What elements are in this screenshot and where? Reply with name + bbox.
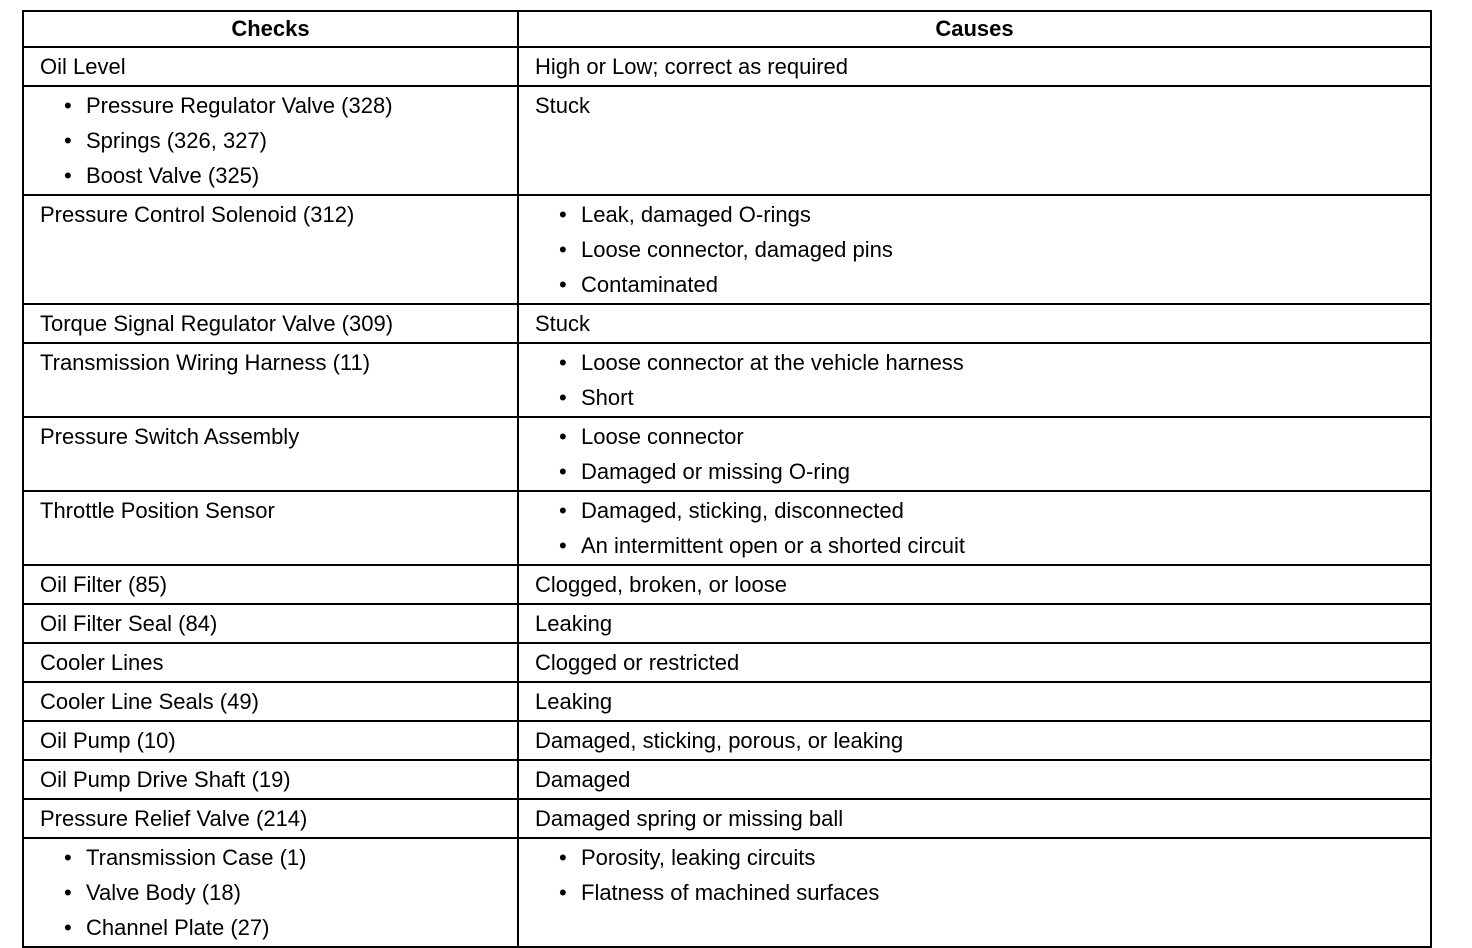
- checks-cell: Oil Pump (10): [23, 721, 518, 760]
- checks-cell: Pressure Relief Valve (214): [23, 799, 518, 838]
- table-header-row: [23, 11, 1431, 47]
- checks-cell: Oil Level: [23, 47, 518, 86]
- bullet-list: [535, 197, 1416, 302]
- causes-cell: [518, 343, 1431, 417]
- causes-cell: Damaged, sticking, porous, or leaking: [518, 721, 1431, 760]
- causes-cell: [518, 417, 1431, 491]
- bullet-item: • Valve Body (18): [64, 875, 503, 910]
- bullet-list: [40, 88, 503, 193]
- checks-cell: Oil Filter Seal (84): [23, 604, 518, 643]
- diagnosis-table: [22, 10, 1432, 948]
- bullet-item: • Springs (326, 327): [64, 123, 503, 158]
- checks-cell: Torque Signal Regulator Valve (309): [23, 304, 518, 343]
- causes-cell: Clogged, broken, or loose: [518, 565, 1431, 604]
- causes-cell: Damaged spring or missing ball: [518, 799, 1431, 838]
- checks-cell: [23, 838, 518, 947]
- bullet-item: • An intermittent open or a shorted circuit: [559, 528, 1416, 563]
- bullet-item: • Transmission Case (1): [64, 840, 503, 875]
- table-row: [23, 417, 1431, 491]
- bullet-item: • Porosity, leaking circuits: [559, 840, 1416, 875]
- causes-cell: [518, 838, 1431, 947]
- bullet-list: [535, 493, 1416, 563]
- table-row: [23, 304, 1431, 343]
- table-row: [23, 343, 1431, 417]
- bullet-item: • Damaged, sticking, disconnected: [559, 493, 1416, 528]
- bullet-list: [535, 419, 1416, 489]
- causes-cell: Clogged or restricted: [518, 643, 1431, 682]
- table-row: [23, 47, 1431, 86]
- bullet-item: • Loose connector at the vehicle harness: [559, 345, 1416, 380]
- causes-cell: Leaking: [518, 604, 1431, 643]
- bullet-item: • Loose connector: [559, 419, 1416, 454]
- checks-cell: [23, 86, 518, 195]
- bullet-item: • Leak, damaged O-rings: [559, 197, 1416, 232]
- checks-cell: Cooler Line Seals (49): [23, 682, 518, 721]
- checks-cell: Throttle Position Sensor: [23, 491, 518, 565]
- bullet-item: • Short: [559, 380, 1416, 415]
- table-row: [23, 799, 1431, 838]
- causes-cell: Damaged: [518, 760, 1431, 799]
- bullet-item: • Contaminated: [559, 267, 1416, 302]
- table-row: [23, 682, 1431, 721]
- header-checks: Checks: [23, 11, 518, 47]
- bullet-item: • Pressure Regulator Valve (328): [64, 88, 503, 123]
- causes-cell: Stuck: [518, 86, 1431, 195]
- table-row: [23, 491, 1431, 565]
- checks-cell: Pressure Control Solenoid (312): [23, 195, 518, 304]
- causes-cell: Leaking: [518, 682, 1431, 721]
- table-row: [23, 721, 1431, 760]
- causes-cell: [518, 491, 1431, 565]
- bullet-item: • Loose connector, damaged pins: [559, 232, 1416, 267]
- checks-cell: Oil Filter (85): [23, 565, 518, 604]
- table-body: [23, 47, 1431, 947]
- table-row: [23, 565, 1431, 604]
- table-row: [23, 643, 1431, 682]
- bullet-item: • Boost Valve (325): [64, 158, 503, 193]
- table-row: [23, 604, 1431, 643]
- bullet-list: [535, 840, 1416, 910]
- checks-cell: Oil Pump Drive Shaft (19): [23, 760, 518, 799]
- causes-cell: [518, 195, 1431, 304]
- table-row: [23, 195, 1431, 304]
- bullet-item: • Damaged or missing O-ring: [559, 454, 1416, 489]
- header-causes: Causes: [518, 11, 1431, 47]
- table-row: [23, 760, 1431, 799]
- checks-cell: Pressure Switch Assembly: [23, 417, 518, 491]
- bullet-list: [40, 840, 503, 945]
- table-row: [23, 86, 1431, 195]
- causes-cell: High or Low; correct as required: [518, 47, 1431, 86]
- table-row: [23, 838, 1431, 947]
- bullet-item: • Flatness of machined surfaces: [559, 875, 1416, 910]
- causes-cell: Stuck: [518, 304, 1431, 343]
- bullet-list: [535, 345, 1416, 415]
- checks-cell: Transmission Wiring Harness (11): [23, 343, 518, 417]
- bullet-item: • Channel Plate (27): [64, 910, 503, 945]
- checks-cell: Cooler Lines: [23, 643, 518, 682]
